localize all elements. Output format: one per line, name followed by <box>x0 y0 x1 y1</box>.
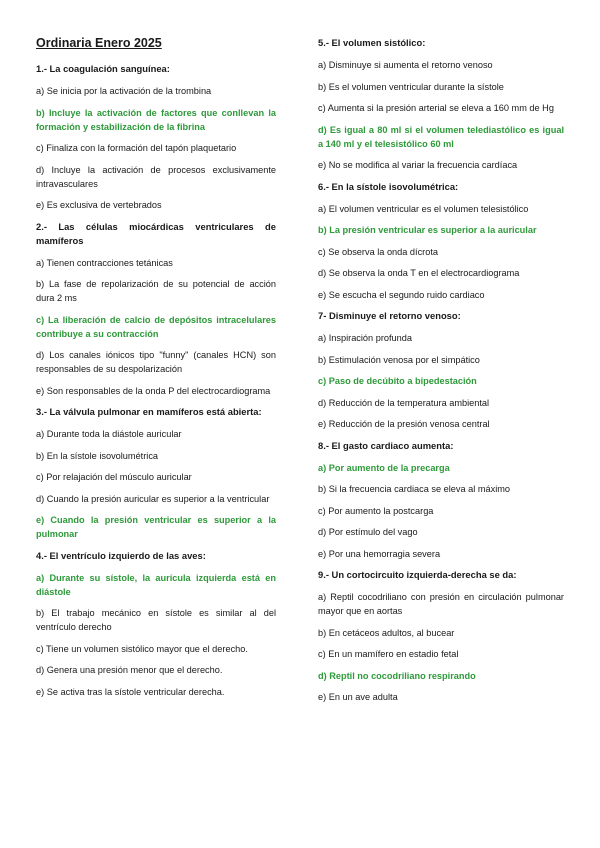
correct-option: e) Cuando la presión ventricular es superior a la pulmonar <box>36 515 276 539</box>
option: e) Se escucha el segundo ruido cardiaco <box>318 289 485 300</box>
option: b) El trabajo mecánico en sístole es similar al del ventrículo derecho <box>36 608 276 632</box>
option: a) Disminuye si aumenta el retorno venoso <box>318 60 493 70</box>
correct-option: c) La liberación de calcio de depósitos intracelulares contribuye a su contracción <box>36 314 276 339</box>
option: d) Por estímulo del vago <box>318 527 418 537</box>
option: c) Por relajación del músculo auricular <box>36 472 192 482</box>
option: e) Reducción de la presión venosa central <box>318 419 490 429</box>
correct-option: b) La presión ventricular es superior a la auricular <box>318 225 537 235</box>
option: c) Aumenta si la presión arterial se eleva a 160 mm de Hg <box>318 103 554 113</box>
question-text: 8.- El gasto cardiaco aumenta: <box>318 439 454 451</box>
option: d) Genera una presión menor que el derecho. <box>36 665 223 675</box>
option: d) Incluye la activación de procesos exclusivamente intravasculares <box>36 164 276 189</box>
correct-option: a) Por aumento de la precarga <box>318 462 450 473</box>
question-4 <box>36 549 276 699</box>
question-text: 3.- La válvula pulmonar en mamíferos está abierta: <box>36 406 262 417</box>
option: c) Se observa la onda dícrota <box>318 246 439 257</box>
option: a) Se inicia por la activación de la trombina <box>36 86 212 96</box>
option: c) Por aumento la postcarga <box>318 505 434 516</box>
option: c) En un mamífero en estadio fetal <box>318 649 459 659</box>
question-3 <box>36 405 276 541</box>
option: c) Finaliza con la formación del tapón plaquetario <box>36 143 237 153</box>
option: e) No se modifica al variar la frecuencia cardíaca <box>318 160 518 170</box>
option: a) Durante toda la diástole auricular <box>36 429 182 439</box>
option: d) Reducción de la temperatura ambiental <box>318 397 490 408</box>
question-text: 1.- La coagulación sanguínea: <box>36 63 170 74</box>
correct-option: a) Durante su sístole, la aurícula izquierda está en diástole <box>36 572 276 597</box>
option: a) Tienen contracciones tetánicas <box>36 257 173 268</box>
option: e) Son responsables de la onda P del electrocardiograma <box>36 385 271 396</box>
option: b) Si la frecuencia cardiaca se eleva al máximo <box>318 484 511 494</box>
option: b) En la sístole isovolumétrica <box>36 450 159 461</box>
option: c) Tiene un volumen sistólico mayor que el derecho. <box>36 643 248 654</box>
option: b) Estimulación venosa por el simpático <box>318 354 480 365</box>
option: a) Inspiración profunda <box>318 333 412 343</box>
question-2 <box>36 220 276 398</box>
question-text: 2.- Las células miocárdicas ventriculares de mamíferos <box>36 220 276 246</box>
question-9 <box>318 568 564 704</box>
correct-option: b) Incluye la activación de factores que conllevan la formación y estabilización de la fibrina <box>36 107 276 132</box>
right-column <box>318 36 564 712</box>
option: e) Es exclusiva de vertebrados <box>36 200 162 210</box>
question-6 <box>318 180 564 302</box>
option: e) En un ave adulta <box>318 692 398 702</box>
option: d) Cuando la presión auricular es superior a la ventricular <box>36 493 270 504</box>
correct-option: d) Reptil no cocodriliano respirando <box>318 670 476 681</box>
correct-option: d) Es igual a 80 ml si el volumen telediastólico es igual a 140 ml y el telesistólico 60 ml <box>318 124 564 149</box>
left-column <box>36 36 276 706</box>
option: e) Por una hemorragia severa <box>318 548 441 559</box>
question-7 <box>318 309 564 431</box>
question-8 <box>318 439 564 561</box>
question-text: 5.- El volumen sistólico: <box>318 37 426 48</box>
question-text: 4.- El ventrículo izquierdo de las aves: <box>36 549 206 561</box>
option: d) Se observa la onda T en el electrocardiograma <box>318 268 520 278</box>
option: b) Es el volumen ventricular durante la sístole <box>318 81 504 92</box>
question-text: 9.- Un cortocircuito izquierda-derecha se da: <box>318 569 517 580</box>
question-text: 6.- En la sístole isovolumétrica: <box>318 180 459 192</box>
question-5 <box>318 36 564 172</box>
exam-title: Ordinaria Enero 2025 <box>36 36 162 50</box>
option: a) El volumen ventricular es el volumen telesistólico <box>318 203 529 214</box>
option: b) La fase de repolarización de su potencial de acción dura 2 ms <box>36 279 276 303</box>
option: a) Reptil cocodriliano con presión en circulación pulmonar mayor que en aortas <box>318 592 564 616</box>
option: e) Se activa tras la sístole ventricular derecha. <box>36 686 225 697</box>
question-text: 7- Disminuye el retorno venoso: <box>318 310 461 321</box>
option: b) En cetáceos adultos, al bucear <box>318 627 455 638</box>
correct-option: c) Paso de decúbito a bipedestación <box>318 376 477 386</box>
question-1 <box>36 62 276 212</box>
option: d) Los canales iónicos tipo "funny" (canales HCN) son responsables de su despolarización <box>36 350 276 374</box>
